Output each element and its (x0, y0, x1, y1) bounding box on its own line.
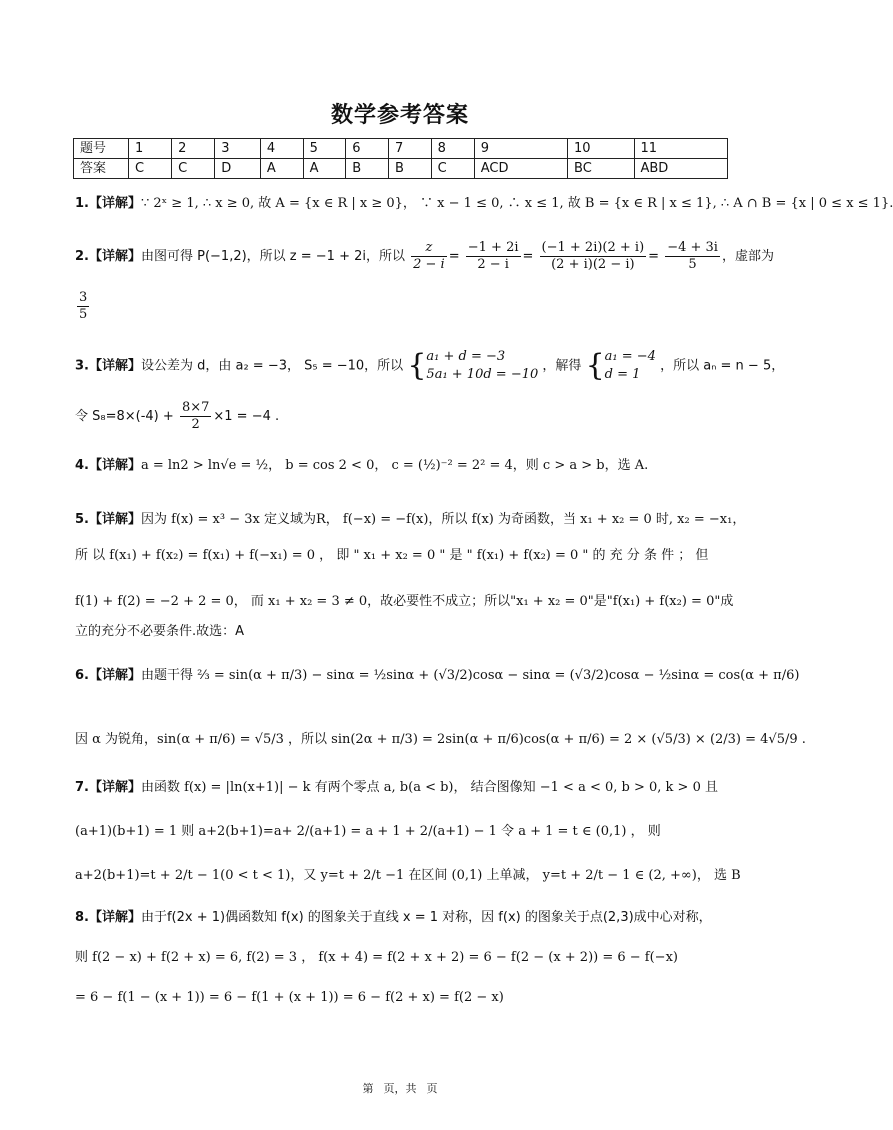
solution-label: 1.【详解】 (75, 196, 141, 211)
table-cell: BC (568, 159, 634, 179)
equation-system: a₁ + d = −3 5a₁ + 10d = −10 (426, 349, 539, 382)
solution-8-line3: = 6 − f(1 − (x + 1)) = 6 − f(1 + (x + 1)) = 6 − f(2 + x) = f(2 − x) (75, 990, 504, 1005)
table-cell: 6 (346, 139, 389, 159)
table-cell: 7 (388, 139, 431, 159)
solution-3: 3.【详解】设公差为 d，由 a₂ = −3， S₅ = −10，所以 {a₁ + d = −3 5a₁ + 10d = −10 ，解得 {a₁ = −4 d = 1 ，所以 aₙ = n − 5， (75, 348, 785, 383)
table-cell: 8 (431, 139, 474, 159)
solution-text: 设公差为 d，由 a₂ = −3， S₅ = −10，所以 (140, 358, 404, 374)
solution-label: 2.【详解】 (75, 249, 141, 264)
table-cell: 4 (260, 139, 303, 159)
page-title: 数学参考答案 (330, 103, 469, 128)
table-cell: ABD (634, 159, 728, 179)
imag-part-fraction: $\frac{3}{5}$ (79, 290, 88, 322)
solution-text: ，虚部为 (721, 249, 774, 264)
solution-2-imag (75, 290, 735, 323)
fraction: $\frac{-4 + 3i}{5}$ (667, 240, 718, 272)
solution-7-line2: (a+1)(b+1) = 1 则 a+2(b+1)=a+ 2/(a+1) = a + 1 + 2/(a+1) − 1 令 a + 1 = t ∈ (0,1) ， 则 (75, 824, 661, 839)
solution-2: 2.【详解】由图可得 P(−1,2)，所以 z = −1 + 2i，所以 $\frac{z}{2 - i}$ = $\frac{-1 + 2i}{2 - i}$ = $\frac{(-1 + 2i)(2 + i)}{(2 + i)(2 - i)}$ = $\frac{-4 + 3i}{5}$ ，虚部为 (75, 240, 774, 272)
solution-6: 6.【详解】由题干得 ⅔ = sin(α + π/3) − sinα = ½sinα + (√3/2)cosα − sinα = (√3/2)cosα − ½sinα = cos(α + π/6) (75, 668, 800, 683)
table-cell: C (431, 159, 474, 179)
table-cell: 1 (129, 139, 172, 159)
table-cell: B (388, 159, 431, 179)
table-cell: A (260, 159, 303, 179)
solution-label: 7.【详解】 (75, 780, 141, 795)
solution-8: 8.【详解】由于f(2x + 1)偶函数知 f(x) 的图象关于直线 x = 1 对称，因 f(x) 的图象关于点(2,3)成中心对称， (75, 910, 712, 925)
solution-text: ，所以 aₙ = n − 5， (660, 358, 785, 374)
solution-1 (75, 194, 893, 214)
table-cell: ACD (474, 159, 567, 179)
solution-label: 6.【详解】 (75, 668, 141, 683)
table-cell: 9 (474, 139, 567, 159)
solution-label: 5.【详解】 (75, 512, 141, 527)
table-cell: B (346, 159, 389, 179)
solution-text: a = ln2 > ln√e = ½， b = cos 2 < 0， c = (½)⁻² = 2² = 4，则 c > a > b，选 A. (140, 458, 649, 473)
table-cell: C (172, 159, 215, 179)
table-cell: C (129, 159, 172, 179)
solution-label: 8.【详解】 (75, 910, 141, 925)
equation-system: a₁ = −4 d = 1 (604, 349, 656, 382)
table-cell: 10 (568, 139, 634, 159)
solution-7: 7.【详解】由函数 f(x) = |ln(x+1)| − k 有两个零点 a, b(a < b)， 结合图像知 −1 < a < 0, b > 0, k > 0 且 (75, 780, 718, 795)
table-row (74, 139, 728, 159)
row-label: 题号 (74, 139, 129, 159)
table-cell: 3 (215, 139, 261, 159)
table-cell: 5 (303, 139, 346, 159)
fraction: $\frac{8\times 7}{2}$ (181, 400, 210, 432)
table-row (74, 159, 728, 179)
solution-label: 3.【详解】 (75, 358, 141, 374)
table-cell: D (215, 159, 261, 179)
table-cell: 11 (634, 139, 728, 159)
solution-text: 由图可得 P(−1,2)，所以 z = −1 + 2i，所以 (140, 249, 405, 264)
solution-5-line3: f(1) + f(2) = −2 + 2 = 0， 而 x₁ + x₂ = 3 ≠ 0，故必要性不成立；所以"x₁ + x₂ = 0"是"f(x₁) + f(x₂) = 0"成 (75, 594, 734, 609)
answer-table (73, 138, 728, 179)
fraction: $\frac{-1 + 2i}{2 - i}$ (467, 240, 519, 272)
solution-6-line2: 因 α 为锐角，sin(α + π/6) = √5/3 ，所以 sin(2α + π/3) = 2sin(α + π/6)cos(α + π/6) = 2 × (√5/3) × (2/3) = 4√5/9 . (75, 732, 806, 747)
solution-5-line4: 立的充分不必要条件.故选：A (75, 624, 245, 639)
solution-7-line3: a+2(b+1)=t + 2/t − 1(0 < t < 1)，又 y=t + 2/t −1 在区间 (0,1) 上单减， y=t + 2/t − 1 ∈ (2, +∞)， 选 B (75, 868, 741, 883)
table-cell: A (303, 159, 346, 179)
solution-3-line2: 令 S₈=8×(-4) + $\frac{8\times 7}{2}$ ×1 = −4 . (75, 400, 280, 432)
fraction: $\frac{(-1 + 2i)(2 + i)}{(2 + i)(2 - i)}$ (541, 240, 645, 272)
solution-5: 5.【详解】因为 f(x) = x³ − 3x 定义域为R， f(−x) = −f(x)，所以 f(x) 为奇函数，当 x₁ + x₂ = 0 时, x₂ = −x₁， (75, 512, 746, 527)
fraction: $\frac{z}{2 - i}$ (413, 240, 445, 272)
solution-text: ∵ 2ˣ ≥ 1, ∴ x ≥ 0, 故 A = {x ∈ R | x ≥ 0}， ∵ x − 1 ≤ 0, ∴ x ≤ 1, 故 B = {x ∈ R | x ≤ 1}, ∴ A ∩ B = {x | 0 ≤ x ≤ 1}. (140, 196, 893, 211)
solution-5-line2: 所 以 f(x₁) + f(x₂) = f(x₁) + f(−x₁) = 0 ， 即 " x₁ + x₂ = 0 " 是 " f(x₁) + f(x₂) = 0 " 的 充 分 条 件 ； 但 (75, 548, 709, 563)
solution-8-line2: 则 f(2 − x) + f(2 + x) = 6, f(2) = 3 ， f(x + 4) = f(2 + x + 2) = 6 − f(2 − (x + 2)) = 6 − f(−x) (75, 950, 678, 965)
solution-4 (75, 456, 735, 476)
page-footer: 第 页，共 页 (362, 1082, 438, 1095)
table-cell: 2 (172, 139, 215, 159)
solution-label: 4.【详解】 (75, 458, 141, 473)
row-label: 答案 (74, 159, 129, 179)
solution-text: ，解得 (542, 358, 582, 374)
